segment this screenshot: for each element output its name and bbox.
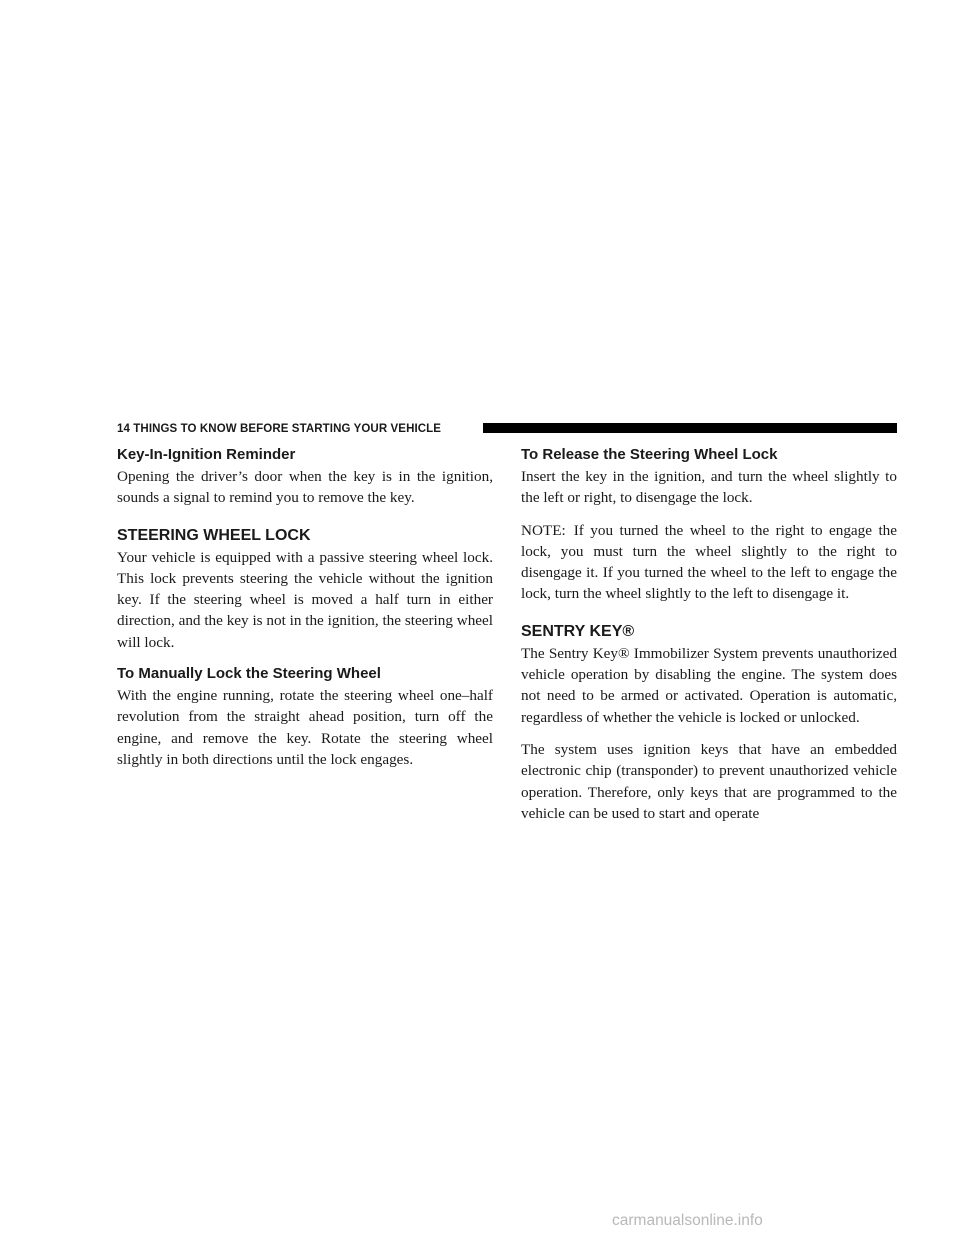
paragraph-release-lock: Insert the key in the ignition, and turn the wheel slightly to the left or right, to disengage the lock. (521, 468, 897, 507)
heading-key-reminder: Key-In-Ignition Reminder (117, 446, 296, 463)
paragraph-sentry-key-1: The Sentry Key® Immobilizer System prevents unauthorized vehicle operation by disabling the engine. The system does not need to be armed or activated. Operation is automatic, regardless of whether the vehicle is locked or unlocked. (521, 644, 897, 726)
note-text: If you turned the wheel to the right to engage the lock, you must turn the wheel slightly to the right to disengage it. If you turned the wheel to the left to engage the lock, turn the wheel slightly to the left to disengage it. (521, 521, 897, 603)
heading-release-lock: To Release the Steering Wheel Lock (521, 446, 778, 463)
paragraph-manual-lock: With the engine running, rotate the steering wheel one–half revolution from the straight ahead position, turn off the engine, and remove the key. Rotate the steering wheel slightly in both directions until the lock engages. (117, 687, 493, 768)
header-bar (483, 423, 897, 433)
paragraph-steering-wheel-lock: Your vehicle is equipped with a passive steering wheel lock. This lock prevents steering the vehicle without the ignition key. If the steering wheel is moved a half turn in either direction, and the key is not in the ignition, the steering wheel will lock. (117, 548, 493, 651)
heading-steering-wheel-lock: STEERING WHEEL LOCK (117, 526, 311, 544)
page-header (117, 421, 897, 437)
heading-manual-lock: To Manually Lock the Steering Wheel (117, 665, 381, 683)
page-header-title: 14 THINGS TO KNOW BEFORE STARTING YOUR VEHICLE (117, 423, 442, 435)
left-column (117, 446, 493, 770)
note-label: NOTE: (521, 521, 566, 539)
watermark: carmanualsonline.info (612, 1212, 763, 1229)
paragraph-key-reminder: Opening the driver’s door when the key is in the ignition, sounds a signal to remind you to remove the key. (117, 468, 493, 507)
heading-sentry-key: SENTRY KEY® (521, 622, 635, 640)
paragraph-sentry-key-2: The system uses ignition keys that have an embedded electronic chip (transponder) to prevent unauthorized vehicle operation. Therefore, only keys that are programmed to the vehicle can be used to start and operate (521, 740, 897, 822)
note-paragraph (521, 520, 897, 605)
right-column (521, 446, 897, 824)
